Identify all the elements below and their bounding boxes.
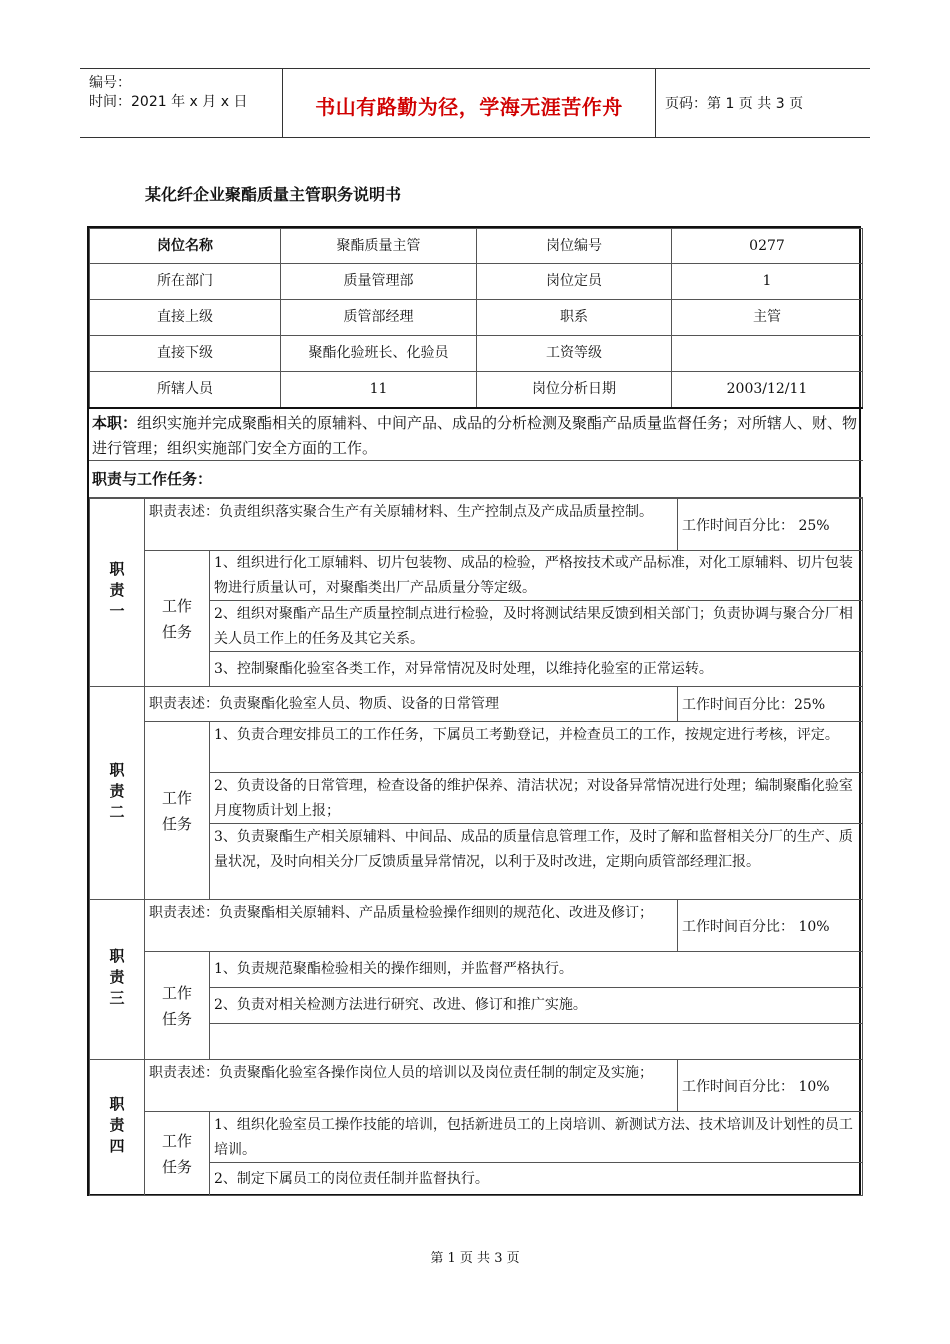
page-footer: 第 1 页 共 3 页 (430, 1251, 520, 1266)
document-title: 某化纤企业聚酯质量主管职务说明书 (145, 185, 402, 204)
task-item: 3、控制聚酯化验室各类工作，对异常情况及时处理，以维持化验室的正常运转。 (209, 651, 863, 687)
info-label: 直接下级 (89, 335, 281, 372)
duty-label: 职责四 (89, 1059, 145, 1196)
info-value: 聚酯化验班长、化验员 (280, 335, 477, 372)
mission-text: 组织实施并完成聚酯相关的原辅料、中间产品、成品的分析检测及聚酯产品质量监督任务；对所辖人、财、物进行管理；组织实施部门安全方面的工作。 (92, 414, 858, 457)
task-item: 1、负责合理安排员工的工作任务，下属员工考勤登记，并检查员工的工作，按规定进行考核，评定。 (209, 721, 863, 773)
info-value (671, 335, 863, 372)
info-label: 所辖人员 (89, 371, 281, 408)
task-item (209, 1023, 863, 1060)
info-label: 所在部门 (89, 263, 281, 300)
info-label: 工资等级 (476, 335, 672, 372)
info-label: 岗位分析日期 (476, 371, 672, 408)
info-value: 质管部经理 (280, 299, 477, 336)
duty-label: 职责一 (89, 498, 145, 687)
info-value: 主管 (671, 299, 863, 336)
duty-time-percent: 工作时间百分比：25% (677, 686, 863, 722)
duty-time-percent: 工作时间百分比： 25% (677, 498, 863, 551)
info-label: 岗位定员 (476, 263, 672, 300)
job-description-table (87, 226, 861, 1196)
info-value: 1 (671, 263, 863, 300)
header-motto: 书山有路勤为径，学海无涯苦作舟 (315, 95, 623, 119)
duty-description: 职责表述：负责聚酯化验室人员、物质、设备的日常管理 (144, 686, 678, 722)
duty-description: 职责表述：负责聚酯相关原辅料、产品质量检验操作细则的规范化、改进及修订； (144, 899, 678, 952)
task-item: 3、负责聚酯生产相关原辅料、中间品、成品的质量信息管理工作，及时了解和监督相关分厂的生产、质量状况，及时向相关分厂反馈质量异常情况，以利于及时改进，定期向质管部经理汇报。 (209, 823, 863, 900)
info-value: 质量管理部 (280, 263, 477, 300)
task-item: 2、负责对相关检测方法进行研究、改进、修订和推广实施。 (209, 987, 863, 1024)
info-label: 职系 (476, 299, 672, 336)
info-label: 岗位编号 (476, 228, 672, 264)
task-item: 2、制定下属员工的岗位责任制并监督执行。 (209, 1162, 863, 1196)
task-item: 2、组织对聚酯产品生产质量控制点进行检验，及时将测试结果反馈到相关部门；负责协调与聚合分厂相关人员工作上的任务及其它关系。 (209, 600, 863, 652)
info-value: 聚酯质量主管 (280, 228, 477, 264)
header-page-cell (655, 69, 870, 137)
header-page-number: 页码：第 1 页 共 3 页 (665, 96, 804, 112)
mission-block (89, 407, 863, 461)
duty-label: 职责三 (89, 899, 145, 1060)
page-header (80, 68, 870, 138)
task-label: 工作任务 (144, 550, 210, 687)
task-item: 1、负责规范聚酯检验相关的操作细则，并监督严格执行。 (209, 951, 863, 988)
info-value: 11 (280, 371, 477, 408)
duty-description: 职责表述：负责组织落实聚合生产有关原辅材料、生产控制点及产成品质量控制。 (144, 498, 678, 551)
duty-label: 职责二 (89, 686, 145, 900)
info-value: 0277 (671, 228, 863, 264)
task-label: 工作任务 (144, 951, 210, 1060)
mission-label: 本职： (92, 414, 138, 432)
duty-time-percent: 工作时间百分比： 10% (677, 899, 863, 952)
info-label: 岗位名称 (89, 228, 281, 264)
header-motto-cell (282, 69, 656, 137)
task-item: 2、负责设备的日常管理，检查设备的维护保养、清洁状况；对设备异常情况进行处理；编制聚酯化验室月度物质计划上报； (209, 772, 863, 824)
task-label: 工作任务 (144, 1111, 210, 1196)
task-label: 工作任务 (144, 721, 210, 900)
doc-number-label: 编号： (89, 75, 131, 91)
info-value: 2003/12/11 (671, 371, 863, 408)
duty-description: 职责表述：负责聚酯化验室各操作岗位人员的培训以及岗位责任制的制定及实施； (144, 1059, 678, 1112)
duties-header: 职责与工作任务： (89, 461, 863, 498)
task-item: 1、组织进行化工原辅料、切片包装物、成品的检验，严格按技术或产品标准，对化工原辅料、切片包装物进行质量认可，对聚酯类出厂产品质量分等定级。 (209, 550, 863, 601)
task-item: 1、组织化验室员工操作技能的培训，包括新进员工的上岗培训、新测试方法、技术培训及计划性的员工培训。 (209, 1111, 863, 1163)
doc-time-label: 时间：2021 年 x 月 x 日 (89, 94, 248, 110)
info-label: 直接上级 (89, 299, 281, 336)
duty-time-percent: 工作时间百分比： 10% (677, 1059, 863, 1112)
header-meta (80, 69, 282, 137)
